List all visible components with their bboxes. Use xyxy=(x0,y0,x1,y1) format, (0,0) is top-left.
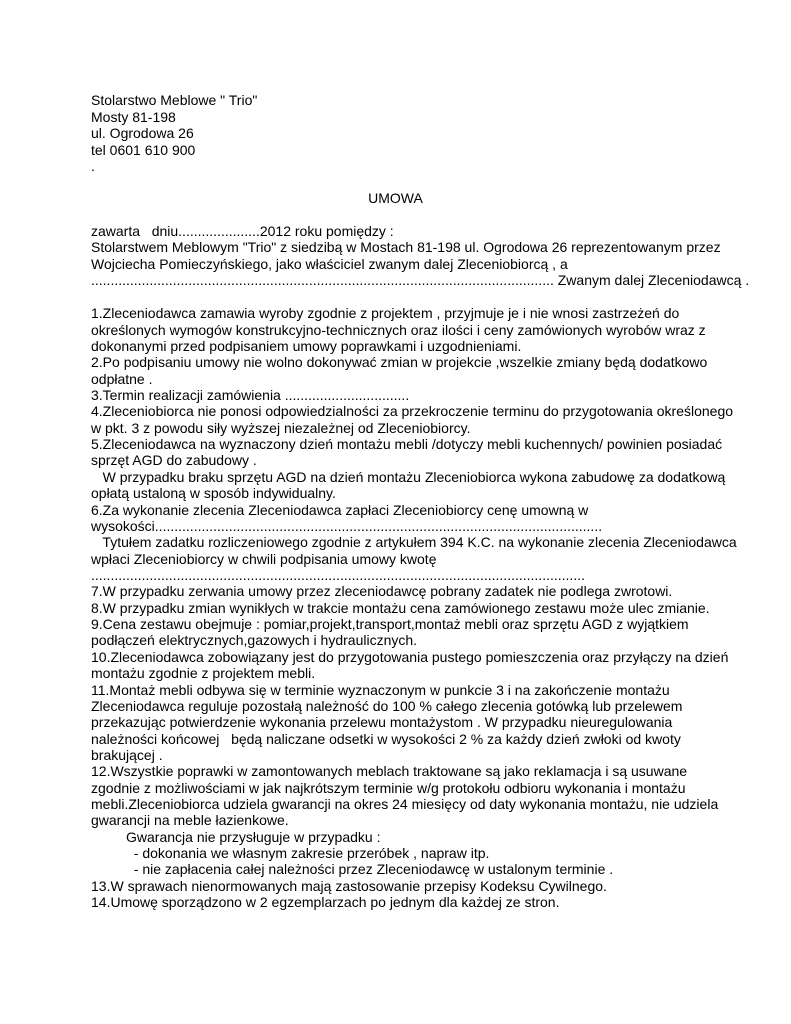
clause-line: 4.Zleceniobiorca nie ponosi odpowiedzialności za przekroczenie terminu do przygotowania określonego xyxy=(91,403,734,419)
clause-line: 13.W sprawach nienormowanych mają zastosowanie przepisy Kodeksu Cywilnego. xyxy=(91,878,607,894)
clause-line: - nie zapłacenia całej należności przez Zleceniodawcę w ustalonym terminie . xyxy=(91,861,614,877)
clause-line: określonych wymogów konstrukcyjno-technicznych oraz ilości i ceny zamówionych wyrobów wraz z xyxy=(91,322,706,338)
clause-line: wpłaci Zleceniobiorcy w chwili podpisania umowy kwotę xyxy=(91,551,437,567)
clause-line: 3.Termin realizacji zamówienia ................................ xyxy=(91,387,410,403)
intro-line: ....................................................................................................................... Zwanym dalej Zleceniodawcą . xyxy=(91,272,750,288)
clause-line: dokonanymi przed podpisaniem umowy poprawkami i uzgodnieniami. xyxy=(91,338,522,354)
clause-line: sprzęt AGD do zabudowy . xyxy=(91,452,257,468)
company-city: Mosty 81-198 xyxy=(91,109,176,125)
clause-line: 7.W przypadku zerwania umowy przez zleceniodawcę pobrany zadatek nie podlega zwrotowi. xyxy=(91,583,673,599)
clause-line: 2.Po podpisaniu umowy nie wolno dokonywać zmian w projekcie ,wszelkie zmiany będą dodatkowo xyxy=(91,354,708,370)
clause-line: - dokonania we własnym zakresie przeróbek , napraw itp. xyxy=(91,845,490,861)
clause-line: podłączeń elektrycznych,gazowych i hydraulicznych. xyxy=(91,632,418,648)
clause-line: zgodnie z możliwościami w jak najkrótszym terminie w/g protokołu odbioru wykonania i montażu xyxy=(91,780,686,796)
clause-line: Gwarancja nie przysługuje w przypadku : xyxy=(91,829,381,845)
company-name: Stolarstwo Meblowe " Trio" xyxy=(91,92,258,108)
header-dot: . xyxy=(91,158,95,174)
intro-line: zawarta dniu.....................2012 roku pomiędzy : xyxy=(91,223,394,239)
clause-line: 11.Montaż mebli odbywa się w terminie wyznaczonym w punkcie 3 i na zakończenie montażu xyxy=(91,682,670,698)
clause-line: 1.Zleceniodawca zamawia wyroby zgodnie z projektem , przyjmuje je i nie wnosi zastrzeżeń do xyxy=(91,305,680,321)
clause-line: W przypadku braku sprzętu AGD na dzień montażu Zleceniobiorca wykona zabudowę za dodatkową xyxy=(91,469,726,485)
clause-line: w pkt. 3 z powodu siły wyższej niezależnej od Zleceniobiorcy. xyxy=(91,420,471,436)
clause-line: mebli.Zleceniobiorca udziela gwarancji na okres 24 miesięcy od daty wykonania montażu, nie udziela xyxy=(91,796,719,812)
intro-line: Wojciecha Pomieczyńskiego, jako właściciel zwanym dalej Zleceniobiorcą , a xyxy=(91,256,568,272)
clause-line: 10.Zleceniodawca zobowiązany jest do przygotowania pustego pomieszczenia oraz przyłączy na dzień xyxy=(91,649,729,665)
clause-line: 9.Cena zestawu obejmuje : pomiar,projekt,transport,montaż mebli oraz sprzętu AGD z wyjątkiem xyxy=(91,616,689,632)
clause-line: należności końcowej będą naliczane odsetki w wysokości 2 % za każdy dzień zwłoki od kwoty xyxy=(91,731,681,747)
clause-line: montażu zgodnie z projektem mebli. xyxy=(91,665,316,681)
clause-line: odpłatne . xyxy=(91,371,153,387)
clause-line: opłatą ustaloną w sposób indywidualny. xyxy=(91,485,336,501)
clause-line: przekazując potwierdzenie wykonania przelewu montażystom . W przypadku nieuregulowania xyxy=(91,714,673,730)
clause-line: 5.Zleceniodawca na wyznaczony dzień montażu mebli /dotyczy mebli kuchennych/ powinien posiadać xyxy=(91,436,723,452)
intro-line: Stolarstwem Meblowym "Trio" z siedzibą w Mostach 81-198 ul. Ogrodowa 26 reprezentowanym przez xyxy=(91,239,721,255)
clause-line: Zleceniodawca reguluje pozostałą należność do 100 % całego zlecenia gotówką lub przelewem xyxy=(91,698,683,714)
company-phone: tel 0601 610 900 xyxy=(91,142,196,158)
clause-line: 12.Wszystkie poprawki w zamontowanych meblach traktowane są jako reklamacja i są usuwane xyxy=(91,763,688,779)
clause-line: Tytułem zadatku rozliczeniowego zgodnie z artykułem 394 K.C. na wykonanie zlecenia Zleceniodawca xyxy=(91,534,737,550)
document-title: UMOWA xyxy=(368,190,423,206)
clause-line: ............................................................................................................................... xyxy=(91,567,585,583)
clause-line: brakującej . xyxy=(91,747,163,763)
clause-line: 8.W przypadku zmian wynikłych w trakcie montażu cena zamówionego zestawu może ulec zmianie. xyxy=(91,600,710,616)
clause-line: wysokości................................................................................................................... xyxy=(91,518,603,534)
clause-line: gwarancji na meble łazienkowe. xyxy=(91,812,289,828)
clause-line: 6.Za wykonanie zlecenia Zleceniodawca zapłaci Zleceniobiorcy cenę umowną w xyxy=(91,502,589,518)
clause-line: 14.Umowę sporządzono w 2 egzemplarzach po jednym dla każdej ze stron. xyxy=(91,894,560,910)
company-street: ul. Ogrodowa 26 xyxy=(91,125,194,141)
